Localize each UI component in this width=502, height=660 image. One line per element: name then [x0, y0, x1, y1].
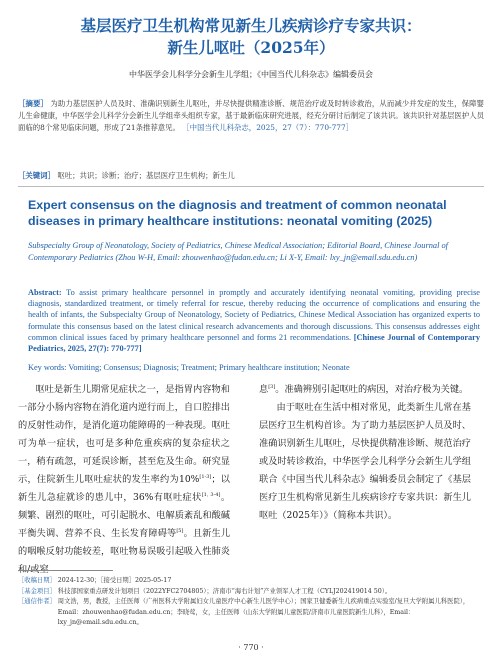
footnote-divider: [18, 570, 113, 571]
reference-citation[interactable]: [3]: [268, 383, 276, 390]
chinese-abstract-text: 为助力基层医护人员及时、准确识别新生儿呕吐，并尽快提供精准诊断、规范治疗或及时转诊救治，从而减少并发症的发生，保障婴儿生命健康，中华医学会儿科学分会新生儿学组牵头组织专家，基于最新临床研究进展，经充分研讨后制定了该共识。该共识针对基层医护人员面临的8个常见临床问题，形成了21条推荐意见。: [18, 99, 484, 133]
body-text: ；以新生儿急症就诊的患儿中，36%有呕吐症状: [18, 474, 230, 503]
footnote-correspondence: [18, 597, 484, 629]
english-title: Expert consensus on the diagnosis and treatment of common neonatal diseases in primary healthcare institutions: neonatal vomiting (2025): [28, 198, 447, 228]
footnote-text: 周文浩，男，教授，主任医师（广州医科大学附属妇女儿童医疗中心新生儿医学中心）；国家卫健委新生儿疾病重点实验室/复旦大学附属儿科医院），Email：zhouwenhao@fudan.edu.cn；李晓莺，女，主任医师（山东大学附属儿童医院/济南市儿童医院新生儿科），Email：lxy_jn@email.sdu.edu.cn。: [57, 598, 470, 627]
reference-citation[interactable]: [5]: [176, 527, 184, 534]
english-abstract-citation: [Chinese Journal of Contemporary Pediatrics, 2025, 27(7): 770-777]: [28, 332, 481, 354]
footnote-fund: [18, 587, 484, 598]
body-text: 息: [259, 384, 269, 395]
chinese-title-line2: 新生儿呕吐（2025年）: [167, 38, 335, 57]
body-right-column: [259, 381, 471, 525]
reference-citation[interactable]: [1-3]: [199, 473, 212, 480]
english-keywords-label: Key words:: [28, 363, 67, 372]
chinese-authors: 中华医学会儿科学分会新生儿学组；《中国当代儿科杂志》编辑委员会: [129, 70, 373, 79]
english-abstract: [28, 287, 480, 354]
reference-citation[interactable]: [1, 3-4]: [201, 491, 221, 498]
footnote-label: ［通信作者］: [18, 598, 56, 606]
chinese-abstract-citation: ［中国当代儿科杂志，2025，27（7）：770-777］: [182, 123, 354, 133]
chinese-keywords-text: 呕吐；共识；诊断；治疗；基层医疗卫生机构；新生儿: [57, 171, 235, 180]
footnote-received: [18, 576, 484, 587]
body-paragraph: 由于呕吐在生活中相对常见，此类新生儿常在基层医疗卫生机构首诊。为了助力基层医护人员及时、准确识别新生儿呕吐，尽快提供精准诊断、规范治疗或及时转诊救治，中华医学会儿科学分会新生儿学组联合《中国当代儿科杂志》编辑委员会制定了《基层医疗卫生机构常见新生儿疾病诊疗专家共识：新生儿呕吐（2025年）》（简称本共识）。: [259, 402, 471, 521]
chinese-title-line1: 基层医疗卫生机构常见新生儿疾病诊疗专家共识：: [80, 16, 422, 35]
chinese-abstract-label: ［摘要］: [18, 99, 48, 108]
english-abstract-text: To assist primary healthcare personnel in promptly and accurately identifying neonatal vomiting, providing precise diagnosis, standardized treatment, or timely referral for rescue, thereby reducing the occurrence of complications and ensuring the health of infants, the Subspecialty Group of Neonatology, Society of Pediatrics, Chinese Medical Association has organized experts to formulate this consensus based on the latest clinical research advancements and thorough discussions. This consensus addresses eight common clinical issues faced by primary healthcare personnel and forms 21 recommendations.: [28, 288, 480, 342]
page-number: · 770 ·: [238, 643, 264, 652]
divider: [18, 186, 484, 187]
body-text: 呕吐是新生儿期常见症状之一，是指胃内容物和一部分小肠内容物在消化道内逆行而上，自口腔排出的反射性动作，是消化道功能障碍的一种表现。呕吐可为单一症状，也可是多种危重疾病的复杂症状之一，稍有疏忽，可延误诊断，甚至危及生命。研究显示，住院新生儿呕吐症状的发生率约为10%: [18, 384, 230, 485]
english-keywords-text: Vomiting; Consensus; Diagnosis; Treatment; Primary healthcare institution; Neonate: [68, 363, 350, 372]
footnote-label: ［收稿日期］: [18, 577, 56, 584]
footnote-text: 2024-12-30；［接受日期］2025-05-17: [57, 577, 172, 584]
footnotes: [18, 576, 484, 629]
chinese-keywords: [18, 170, 484, 182]
english-abstract-label: Abstract:: [28, 288, 62, 297]
body-text: 。且新生儿的咽喉反射功能较差，呕吐物易误吸引起吸入性肺炎和/或窒: [18, 528, 231, 575]
footnote-label: ［基金项目］: [18, 587, 56, 595]
chinese-keywords-label: ［关键词］: [18, 171, 55, 180]
english-authors: Subspecialty Group of Neonatology, Society of Pediatrics, Chinese Medical Association; Editorial Board, Chinese Journal of Contemporary Pediatrics (Zhou W-H, Email: zhouwenhao@fudan.edu.cn; Li X-Y, Email: lxy_jn@email.sdu.edu.cn): [28, 241, 449, 262]
body-left-column: [18, 381, 230, 579]
body-paragraph: [259, 381, 471, 399]
chinese-abstract: [18, 98, 484, 135]
english-keywords: [28, 362, 480, 373]
chinese-title: [20, 15, 482, 59]
footnote-text: 科技部国家重点研发计划项目（2022YFC2704805）；济南市“海右计划”产业领军人才工程（CYLJ202419014 50）。: [57, 587, 392, 595]
body-text: 。准确辨别引起呕吐的病因，对治疗极为关键。: [275, 384, 469, 395]
body-text: 。频繁、剧烈的呕吐，可引起脱水、电解质紊乱和酸碱平衡失调、营养不良、生长发育障碍等: [18, 492, 231, 539]
